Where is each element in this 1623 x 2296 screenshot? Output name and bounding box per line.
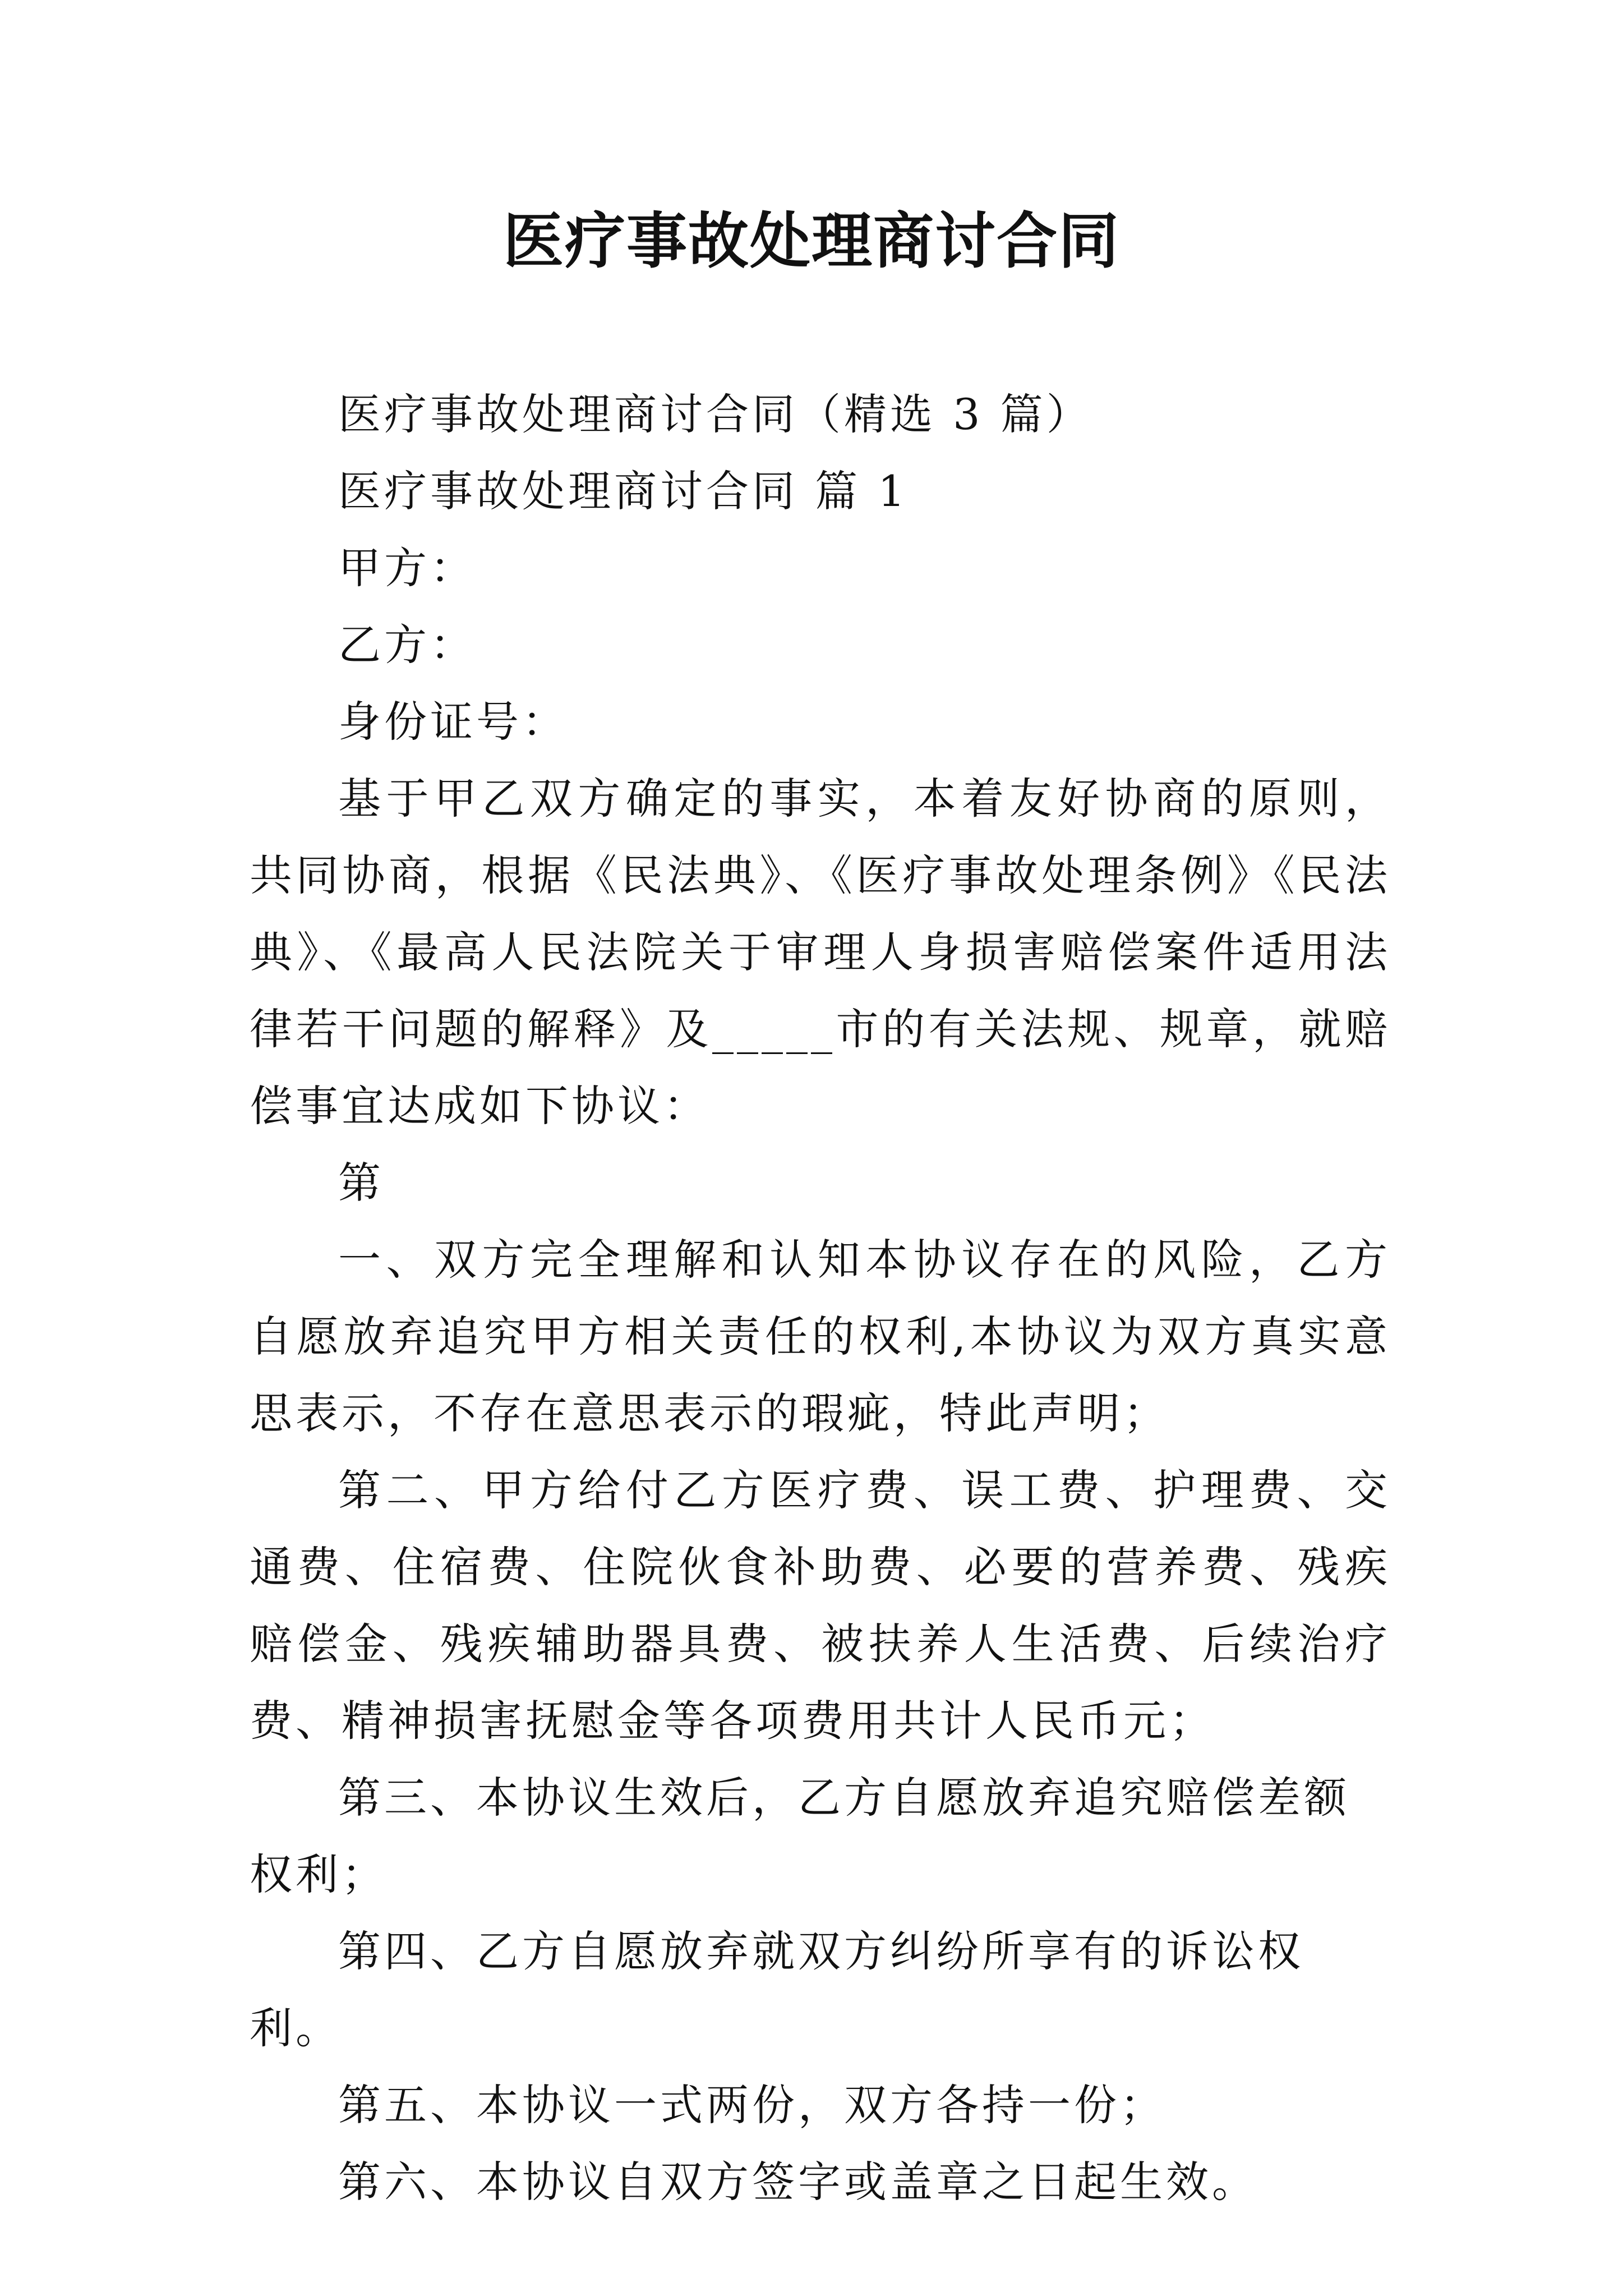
clause-4: 第四、乙方自愿放弃就双方纠纷所享有的诉讼权利。 [250,1926,1304,2053]
party-a-label: 甲方： [338,543,476,593]
document-subtitle: 医疗事故处理商讨合同（精选 3 篇） [338,389,1092,439]
clause-2: 第二、甲方给付乙方医疗费、误工费、护理费、交通费、住宿费、住院伙食补助费、必要的营养费、残疾赔偿金、残疾辅助器具费、被扶养人生活费、后续治疗费、精神损害抚慰金等各项费用共计人民币元； [250,1465,1391,1746]
id-number-label: 身份证号： [338,697,568,747]
clause-1: 一、双方完全理解和认知本协议存在的风险，乙方自愿放弃追究甲方相关责任的权利,本协议为双方真实意思表示，不存在意思表示的瑕疵，特此声明； [250,1235,1391,1438]
document-body [250,376,1391,2220]
clause-6: 第六、本协议自双方签字或盖章之日起生效。 [338,2157,1258,2207]
preamble-paragraph: 基于甲乙双方确定的事实，本着友好协商的原则，共同协商，根据《民法典》、《医疗事故处理条例》《民法典》、《最高人民法院关于审理人身损害赔偿案件适用法律若干问题的解释》及_____市的有关法规、规章，就赔偿事宜达成如下协议： [250,774,1391,1131]
clause-3: 第三、本协议生效后，乙方自愿放弃追究赔偿差额权利； [250,1773,1350,1899]
clause-prefix: 第 [338,1158,384,1208]
document-title: 医疗事故处理商讨合同 [502,206,1120,277]
party-b-label: 乙方： [338,620,476,670]
section-heading: 医疗事故处理商讨合同 篇 1 [338,466,909,516]
clause-5: 第五、本协议一式两份，双方各持一份； [338,2080,1166,2130]
